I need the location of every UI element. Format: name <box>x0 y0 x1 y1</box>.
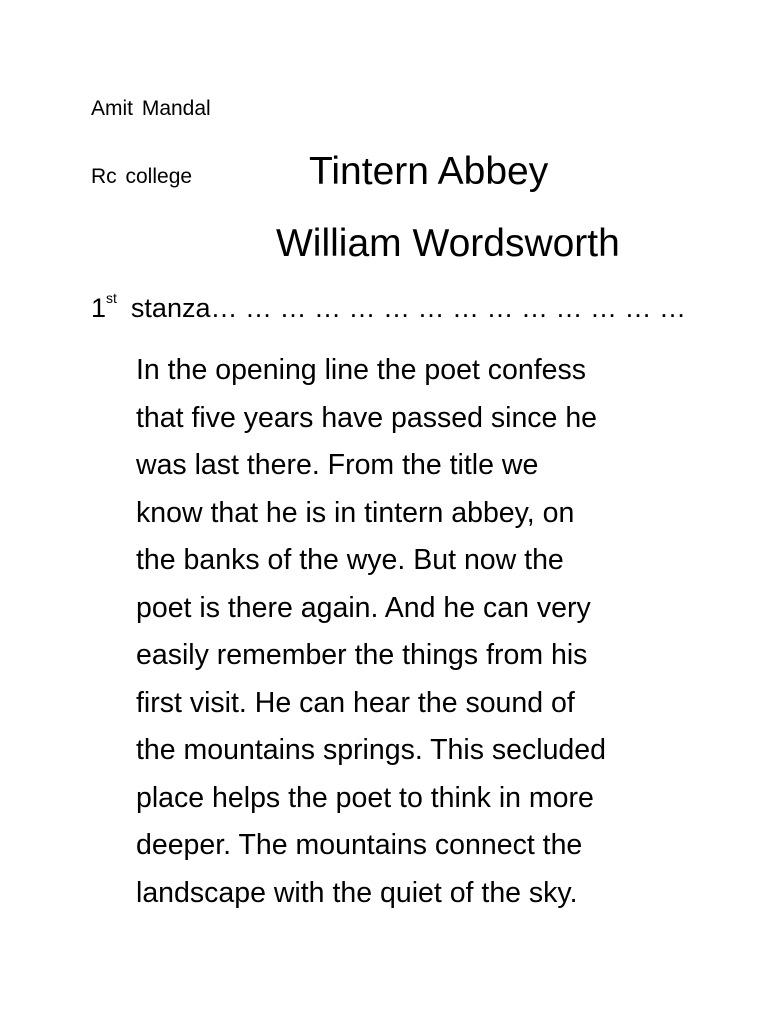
paragraph-line: place helps the poet to think in more <box>136 781 594 814</box>
stanza-heading <box>91 290 686 324</box>
paragraph-line: know that he is in tintern abbey, on <box>136 496 575 529</box>
poem-title: Tintern Abbey <box>309 150 549 193</box>
paragraph-line: landscape with the quiet of the sky. <box>136 876 578 909</box>
paragraph-line: was last there. From the title we <box>136 449 539 481</box>
poet-name: William Wordsworth <box>276 222 620 265</box>
stanza-label: stanza… … … … … … … … … … … … … … <box>130 293 686 323</box>
author-name: Amit Mandal <box>91 97 211 120</box>
stanza-number-suffix: st <box>106 290 117 306</box>
college-name: Rc college <box>91 165 193 188</box>
paragraph-line: In the opening line the poet confess <box>136 354 587 386</box>
paragraph-line: poet is there again. And he can very <box>136 591 591 624</box>
paragraph-line: the mountains springs. This secluded <box>136 734 606 766</box>
paragraph-line: that five years have passed since he <box>136 401 598 434</box>
paragraph-line: first visit. He can hear the sound of <box>136 686 575 719</box>
stanza-number: 1 <box>91 293 107 323</box>
paragraph-line: easily remember the things from his <box>136 639 588 671</box>
paragraph-line: deeper. The mountains connect the <box>136 829 583 861</box>
summary-paragraph <box>136 347 696 917</box>
paragraph-line: the banks of the wye. But now the <box>136 544 564 576</box>
